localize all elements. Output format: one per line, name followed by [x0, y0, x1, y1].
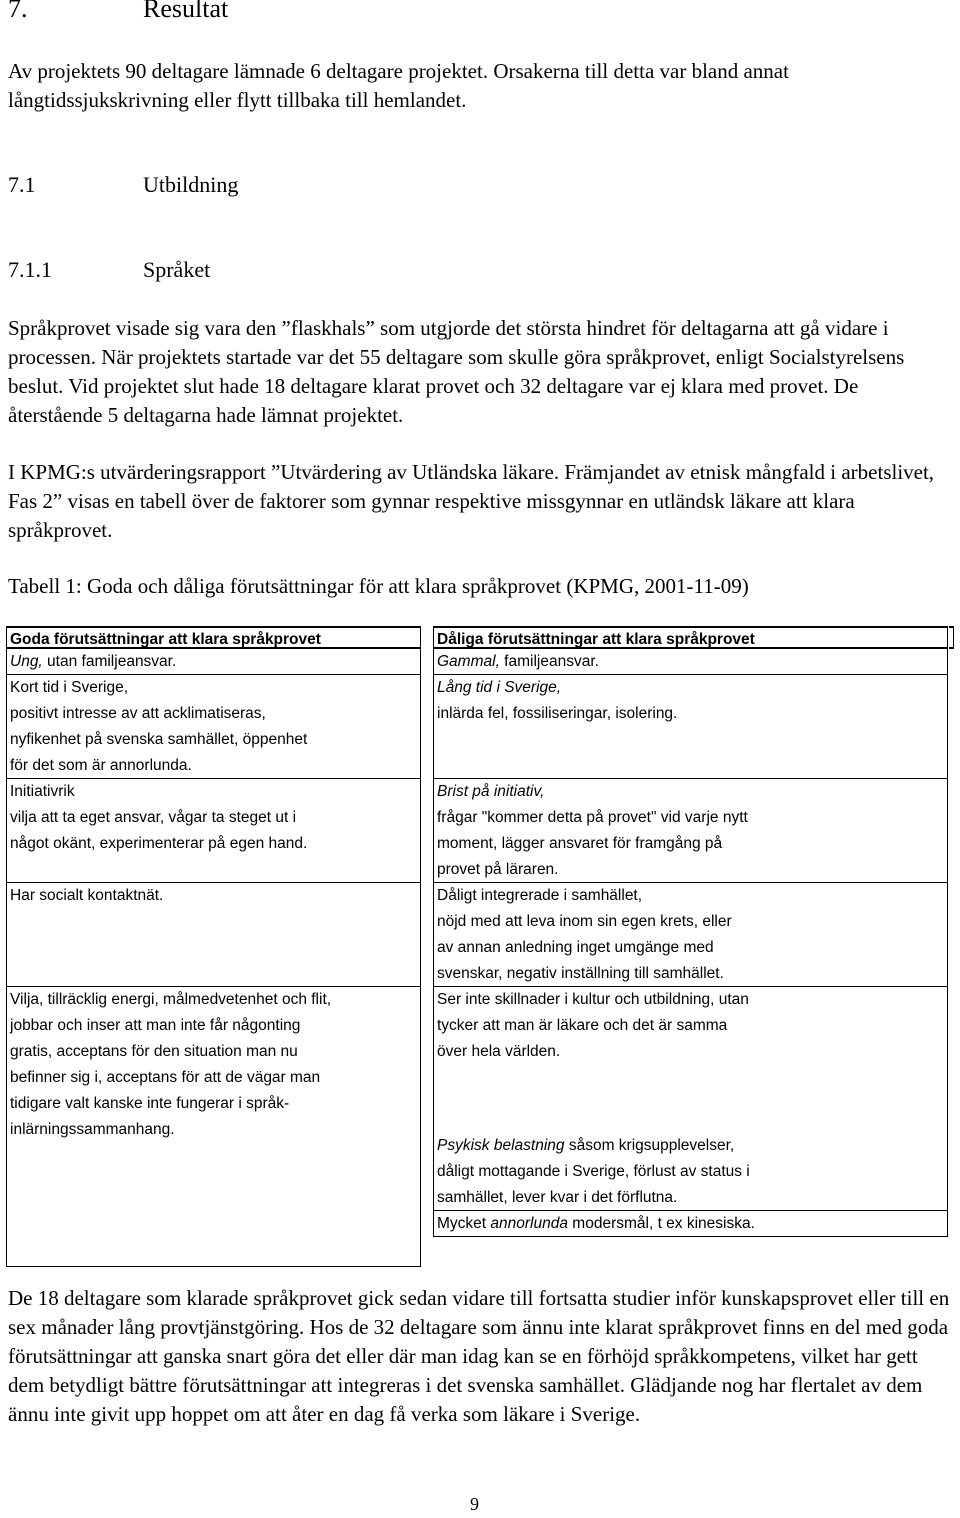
subsection-number: 7.1	[8, 172, 36, 197]
subsubsection-number: 7.1.1	[8, 257, 52, 282]
table-left-column	[6, 626, 421, 1267]
subsubsection-title: Språket	[143, 257, 211, 282]
section-title: Resultat	[143, 0, 229, 23]
table-cell: Ung, utan familjeansvar.	[6, 649, 421, 675]
table-cell-empty	[6, 1159, 421, 1267]
table-cell: Kort tid i Sverige, positivt intresse av att acklimatiseras, nyfikenhet på svenska samhället, öppenhet för det som är annorlunda.	[6, 675, 421, 779]
intro-paragraph: Av projektets 90 deltagare lämnade 6 deltagare projektet. Orsakerna till detta var bland annat långtidssjukskrivning eller flytt tillbaka till hemlandet.	[8, 59, 789, 112]
left-column-header: Goda förutsättningar att klara språkprovet	[6, 626, 421, 649]
table-cell: Har socialt kontaktnät.	[6, 883, 421, 987]
section-heading	[8, 0, 228, 24]
table-cell: Initiativrik vilja att ta eget ansvar, vågar ta steget ut i något okänt, experimenterar på egen hand.	[6, 779, 421, 883]
table-cell: Gammal, familjeansvar.	[433, 649, 948, 675]
table-cell: Brist på initiativ, frågar "kommer detta på provet" vid varje nytt moment, lägger ansvaret för framgång på provet på läraren.	[433, 779, 948, 883]
subsection-heading	[8, 172, 238, 198]
table-cell: Mycket annorlunda modersmål, t ex kinesiska.	[433, 1211, 948, 1237]
table-cell: Vilja, tillräcklig energi, målmedvetenhet och flit, jobbar och inser att man inte får någonting gratis, acceptans för den situation man nu befinner sig i, acceptans för att de vägar man tidigare valt kanske inte fungerar i språk- inlärningssammanhang.	[6, 987, 421, 1159]
section-number: 7.	[8, 0, 28, 23]
table-caption: Tabell 1: Goda och dåliga förutsättningar för att klara språkprovet (KPMG, 2001-11-09)	[8, 574, 749, 598]
table-cell: Psykisk belastning såsom krigsupplevelser, dåligt mottagande i Sverige, förlust av status i samhället, lever kvar i det förflutna.	[433, 1133, 948, 1211]
subsection-title: Utbildning	[143, 172, 239, 197]
table-cell: Dåligt integrerade i samhället, nöjd med att leva inom sin egen krets, eller av annan anledning inget umgänge med svenskar, negativ inställning till samhället.	[433, 883, 948, 987]
table-cell: Ser inte skillnader i kultur och utbildning, utan tycker att man är läkare och det är samma över hela världen.	[433, 987, 948, 1133]
page-number: 9	[470, 1494, 479, 1514]
subsubsection-heading	[8, 257, 210, 283]
paragraph-kpmg: I KPMG:s utvärderingsrapport ”Utvärdering av Utländska läkare. Främjandet av etnisk mångfald i arbetslivet, Fas 2” visas en tabell över de faktorer som gynnar respektive missgynnar en utländsk läkare att klara språkprovet.	[8, 460, 935, 542]
right-column-header: Dåliga förutsättningar att klara språkprovet	[433, 626, 948, 649]
paragraph-results: De 18 deltagare som klarade språkprovet gick sedan vidare till fortsatta studier inför kunskapsprovet eller till en sex månader lång provtjänstgöring. Hos de 32 deltagare som ännu inte klarat språkprovet finns en del med goda förutsättningar att ganska snart göra det eller där man idag kan se en förhöjd språkkompetens, vilket har gett dem betydligt bättre förutsättningar att integreras i det svenska samhället. Glädjande nog har flertalet av dem ännu inte givit upp hoppet om att åter en dag få verka som läkare i Sverige.	[8, 1286, 950, 1426]
table-cell: Lång tid i Sverige, inlärda fel, fossiliseringar, isolering.	[433, 675, 948, 779]
paragraph-sprakprovet: Språkprovet visade sig vara den ”flaskhals” som utgjorde det största hindret för deltagarna att gå vidare i processen. När projektets startade var det 55 deltagare som skulle göra språkprovet, enligt Socialstyrelsens beslut. Vid projektet slut hade 18 deltagare klarat provet och 32 deltagare var ej klara med provet. De återstående 5 deltagarna hade lämnat projektet.	[8, 316, 905, 427]
table-right-column	[433, 626, 954, 1237]
